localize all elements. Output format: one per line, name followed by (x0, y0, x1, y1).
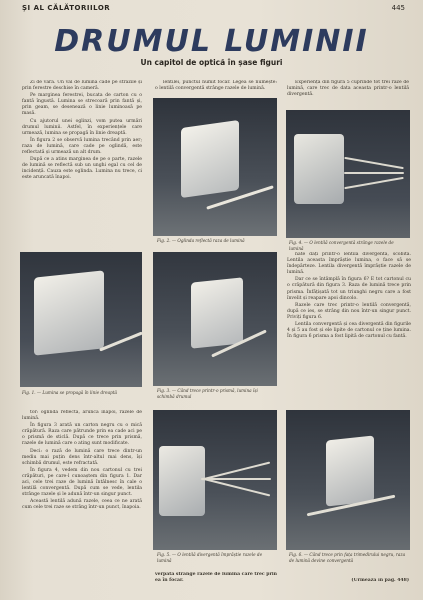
paragraph: În figura 2 se observă lumina trecând prin aer; raza de lumină, care cade pe oglindă, este reflectată și urmează un alt drum. (22, 137, 142, 156)
light-beam (344, 177, 403, 189)
light-beam (344, 157, 403, 169)
paragraph: Cu ajutorul unei oglinzi, vom putea urmări drumul luminii. Astfel, în experiențele care urmează, lumina se propagă în linie dreaptă. (22, 118, 142, 136)
paragraph: tor: oglinda reflectă, aruncă înapoi, razele de lumină. (22, 410, 142, 422)
figure-5-caption: Fig. 5. — O lentilă divergentă împrăștie razele de lumină (157, 552, 263, 563)
light-beam (344, 172, 404, 174)
light-beam (202, 478, 270, 497)
cardboard-block (181, 120, 239, 198)
continued-text: (Urmează în pag. 448) (351, 578, 409, 583)
figure-4-photo (286, 110, 410, 238)
paragraph: lentilei, punctul numit focar. Legea se numește: o lentilă convergentă strânge razele de lumină. (155, 80, 277, 92)
figure-4-caption: Fig. 4. — O lentilă convergentă strânge razele de lumină (289, 240, 394, 251)
paragraph: Deci: o rază de lumină care trece dintr-un mediu mai puțin dens într-altul mai dens, își schimbă drumul, este refractată. (22, 448, 142, 466)
paragraph: nate dați printr-o lentilă divergentă, scobită. Lentila aceasta împrăștie lumina, o face să se îndepărteze. Lentila divergentă împrăștie razele de lumină. (287, 252, 411, 276)
column-2-top-text (155, 80, 277, 98)
paragraph: verpată strânge razele de lumină care trec prin ea în focar. (155, 572, 277, 584)
cardboard-block (191, 277, 243, 348)
column-1-top-text (22, 80, 142, 252)
column-3-middle-text (287, 252, 411, 402)
column-2-bottom-text (155, 572, 277, 592)
cardboard-block (159, 446, 205, 516)
continued-note (289, 578, 409, 592)
article-subtitle: Un capitol de optică în șase figuri (140, 58, 283, 67)
figure-3-photo (153, 252, 277, 386)
paragraph: Lentila convergentă și cea divergentă din figurile 4 și 5 au fost și ele lipite de cartonul ce ține lumina. În figura 6 prisma a fost lipită de cartonul cu fantă. (287, 322, 411, 340)
figure-6-caption: Fig. 6. — Când trece prin fața trimedirului negru, raza de lumină devine convergentă (289, 552, 406, 563)
column-1-bottom-text (22, 410, 142, 592)
paragraph: În figura 3 arată un carton negru cu o mică crăpătură. Raza care pătrunde prin ea cade aci pe o prismă de sticlă. După ce trece prin prismă, razele de lumină care o ating sunt modificate. (22, 423, 142, 447)
cardboard-block (326, 435, 374, 506)
running-header: ȘI AL CĂLĂTORIILOR (22, 4, 111, 12)
figure-2-photo (153, 98, 277, 236)
figure-1-caption: Fig. 1. — Lumina se propagă în linie dreaptă (22, 390, 117, 395)
figure-6-photo (286, 410, 410, 550)
cardboard-block (34, 270, 104, 355)
paragraph: Dar ce se întâmplă în figura 6? E tot cartonul cu o crăpătură din figura 3. Raza de lumină trece prin prisma. Înfățișată tot un triunghi negru care a fost învelit și reapare apoi dincolo. (287, 277, 411, 301)
paragraph: Razele care trec printr-o lentilă convergentă, după ce ies, se strâng din nou într-un singur punct. Priviți figura 6. (287, 302, 411, 320)
figure-2-caption: Fig. 2. — Oglinda reflectă raza de lumină (157, 238, 245, 243)
light-beam (99, 331, 142, 351)
page-number: 445 (391, 4, 405, 12)
figure-1-photo (20, 252, 142, 387)
paragraph: În figura 4, vedem din nou cartonul cu trei crăpături, pe care-l cunoaștem din figura 1. Dar aci, cele trei raze de lumină întâlnesc în cale o lentilă convergentă. După cum se vede, lentila strânge razele și le adună într-un singur punct. (22, 467, 142, 498)
column-3-top-text (287, 80, 409, 108)
article-title: DRUMUL LUMINII (54, 24, 369, 59)
paragraph: Această lentilă adună razele, ceea ce ne arată cum cele trei raze se strâng într-un punct, înapoia. (22, 499, 142, 511)
paragraph: Pe marginea ferestrei, bucata de carton cu o fantă îngustă. Lumina se strecoară prin fantă și, prin geam, se desenează o linie luminoasă pe masă. (22, 93, 142, 117)
figure-5-photo (153, 410, 277, 550)
cardboard-block (294, 134, 344, 204)
paragraph: Experiența din figura 5 cuprinde tot trei raze de lumină, care trec de data aceasta printr-o lentilă divergentă. (287, 80, 409, 98)
paragraph: După ce a atins marginea de pe o parte, razele de lumină se reflectă sub un unghi egal cu cel de incidență. Cauza este oglinda. Lumina nu trece, ci este aruncată înapoi. (22, 157, 142, 181)
figure-3-caption: Fig. 3. — Când trece printr-o prismă, lumina își schimbă drumul (157, 388, 258, 399)
paragraph: Zi de vară. Un val de lumină cade pe străzile și prin ferestre deschise în cameră. (22, 80, 142, 92)
